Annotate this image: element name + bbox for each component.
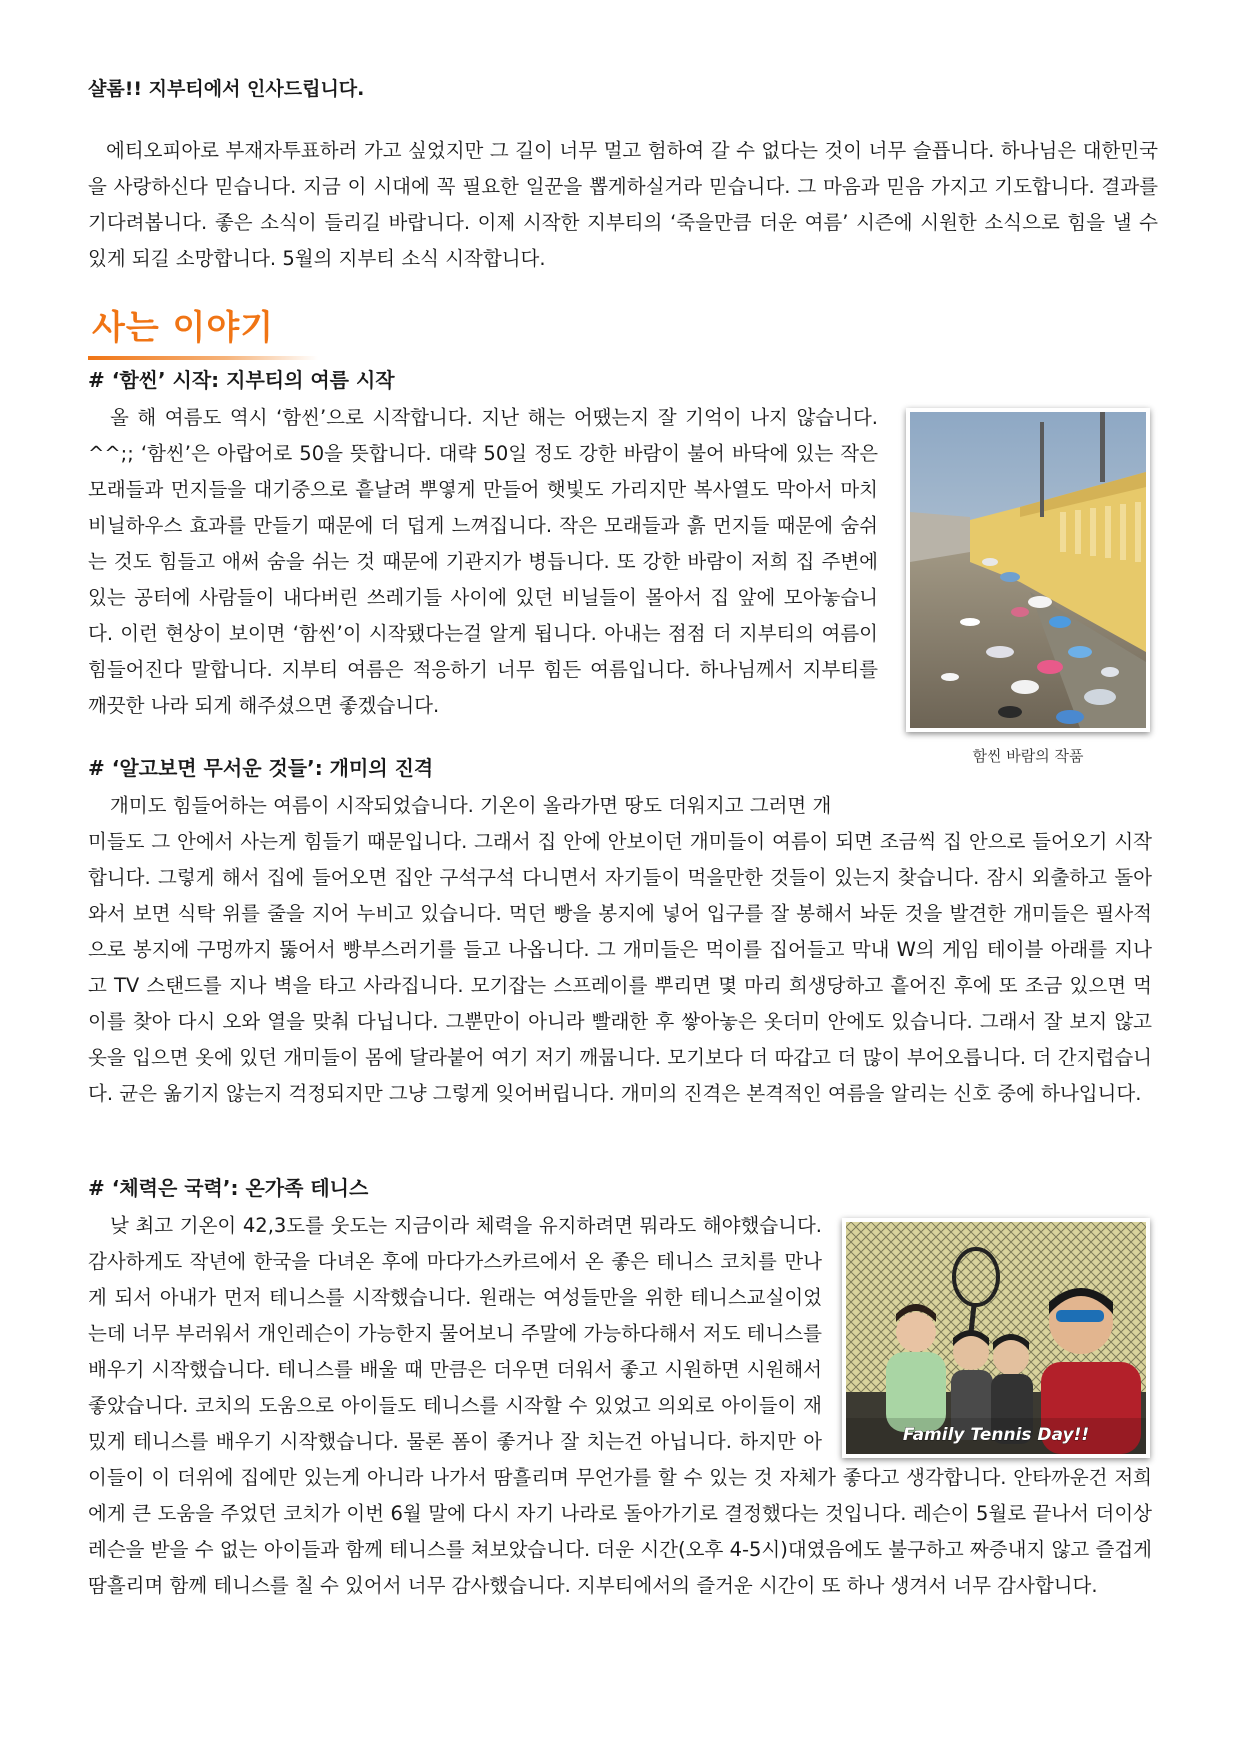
section-title-underline: [88, 356, 318, 360]
photo-overlay-text: Family Tennis Day!!: [902, 1425, 1090, 1445]
photo-trash-street: [906, 408, 1150, 732]
section-body-hamsin: 올 해 여름도 역시 ‘함씬’으로 시작합니다. 지난 해는 어땠는지 잘 기억이 나지 않습니다. ^^;; ‘함씬’은 아랍어로 50을 뜻합니다. 대략 50일 정도 강한 바람이 불어 바닥에 있는 작은 모래들과 먼지들을 대기중으로 흩날려 뿌옇게 만들어 햇빛도 가리지만 복사열도 막아서 마치 비닐하우스 효과를 만들기 때문에 더 덥게 느껴집니다. 작은 모래들과 흙 먼지들 때문에 숨쉬는 것도 힘들고 애써 숨을 쉬는 것 때문에 기관지가 병듭니다. 또 강한 바람이 저희 집 주변에 있는 공터에 사람들이 내다버린 쓰레기들 사이에 있던 비닐들이 몰아서 집 앞에 모아놓습니다. 이런 현상이 보이면 ‘함씬’이 시작됐다는걸 알게 됩니다. 아내는 점점 더 지부티의 여름이 힘들어진다 말합니다. 지부티 여름은 적응하기 너무 힘든 여름입니다. 하나님께서 지부티를 깨끗한 나라 되게 해주셨으면 좋겠습니다.: [88, 406, 878, 717]
section-heading-ants: # ‘알고보면 무서운 것들’: 개미의 진격: [88, 756, 434, 780]
section-title: 사는 이야기: [92, 308, 275, 348]
section-body-ants-rest: 미들도 그 안에서 사는게 힘들기 때문입니다. 그래서 집 안에 안보이던 개미들이 여름이 되면 조금씩 집 안으로 들어오기 시작합니다. 그렇게 해서 집에 들어오면 집안 구석구석 다니면서 자기들이 먹을만한 것들이 있는지 찾습니다. 잠시 외출하고 돌아와서 보면 식탁 위를 줄을 지어 누비고 있습니다. 먹던 빵을 봉지에 넣어 입구를 잘 봉해서 놔둔 것을 발견한 개미들은 필사적으로 봉지에 구멍까지 뚫어서 빵부스러기를 들고 나옵니다. 그 개미들은 먹이를 집어들고 막내 W의 게임 테이블 아래를 지나고 TV 스탠드를 지나 벽을 타고 사라집니다. 모기잡는 스프레이를 뿌리면 몇 마리 희생당하고 흩어진 후에 또 조금 있으면 먹이를 찾아 다시 오와 열을 맞춰 다닙니다. 그뿐만이 아니라 빨래한 후 쌓아놓은 옷더미 안에도 있습니다. 그래서 잘 보지 않고 옷을 입으면 옷에 있던 개미들이 몸에 달라붙어 여기 저기 깨뭅니다. 모기보다 더 따갑고 더 많이 부어오릅니다. 더 간지럽습니다. 균은 옮기지 않는지 걱정되지만 그냥 그렇게 잊어버립니다. 개미의 진격은 본격적인 여름을 알리는 신호 중에 하나입니다.: [88, 830, 1152, 1105]
section-body-ants: [88, 788, 1152, 1112]
section-body-tennis: 낮 최고 기온이 42,3도를 웃도는 지금이라 체력을 유지하려면 뭐라도 해야했습니다. 감사하게도 작년에 한국을 다녀온 후에 마다가스카르에서 온 좋은 테니스 코치를 만나게 되서 아내가 먼저 테니스를 시작했습니다. 원래는 여성들만을 위한 테니스교실이었는데 너무 부러워서 개인레슨이 가능한지 물어보니 주말에 가능하다해서 저도 테니스를 배우기 시작했습니다. 테니스를 배울 때 만큼은 더우면 더워서 좋고 시원하면 시원해서 좋았습니다. 코치의 도움으로 아이들도 테니스를 시작할 수 있었고 의외로 아이들이 재밌게 테니스를 배우기 시작했습니다. 물론 폼이 좋거나 잘 치는건 아닙니다. 하지만 아이들이 이 더위에 집에만 있는게 아니라 나가서 땀흘리며 무언가를 할 수 있는 것 자체가 좋다고 생각합니다. 안타까운건 저희에게 큰 도움을 주었던 코치가 이번 6월 말에 다시 자기 나라로 돌아가기로 결정했다는 것입니다. 레슨이 5월로 끝나서 더이상 레슨을 받을 수 없는 아이들과 함께 테니스를 쳐보았습니다. 더운 시간(오후 4-5시)대였음에도 불구하고 짜증내지 않고 즐겁게 땀흘리며 함께 테니스를 칠 수 있어서 너무 감사했습니다. 지부티에서의 즐거운 시간이 또 하나 생겨서 너무 감사합니다.: [88, 1214, 1152, 1597]
trash-street-image: [910, 412, 1146, 728]
section-heading-tennis: # ‘체력은 국력’: 온가족 테니스: [88, 1176, 369, 1200]
intro-paragraph: 에티오피아로 부재자투표하러 가고 싶었지만 그 길이 너무 멀고 험하여 갈 수 없다는 것이 너무 슬픕니다. 하나님은 대한민국을 사랑하신다 믿습니다. 지금 이 시대에 꼭 필요한 일꾼을 뽑게하실거라 믿습니다. 그 마음과 믿음 가지고 기도합니다. 결과를 기다려봅니다. 좋은 소식이 들리길 바랍니다. 이제 시작한 지부티의 ‘죽을만큼 더운 여름’ 시즌에 시원한 소식으로 힘을 낼 수 있게 되길 소망합니다. 5월의 지부티 소식 시작합니다.: [88, 139, 1158, 270]
section-body-ants-first-line: 개미도 힘들어하는 여름이 시작되었습니다. 기온이 올라가면 땅도 더워지고 그러면 개: [110, 794, 832, 817]
greeting-line: 샬롬!! 지부티에서 인사드립니다.: [88, 78, 365, 100]
photo-caption: 함씬 바람의 작품: [972, 747, 1084, 765]
family-tennis-image: [846, 1222, 1146, 1454]
section-heading-hamsin: # ‘함씬’ 시작: 지부티의 여름 시작: [88, 368, 395, 392]
photo-family-tennis: [842, 1218, 1150, 1458]
